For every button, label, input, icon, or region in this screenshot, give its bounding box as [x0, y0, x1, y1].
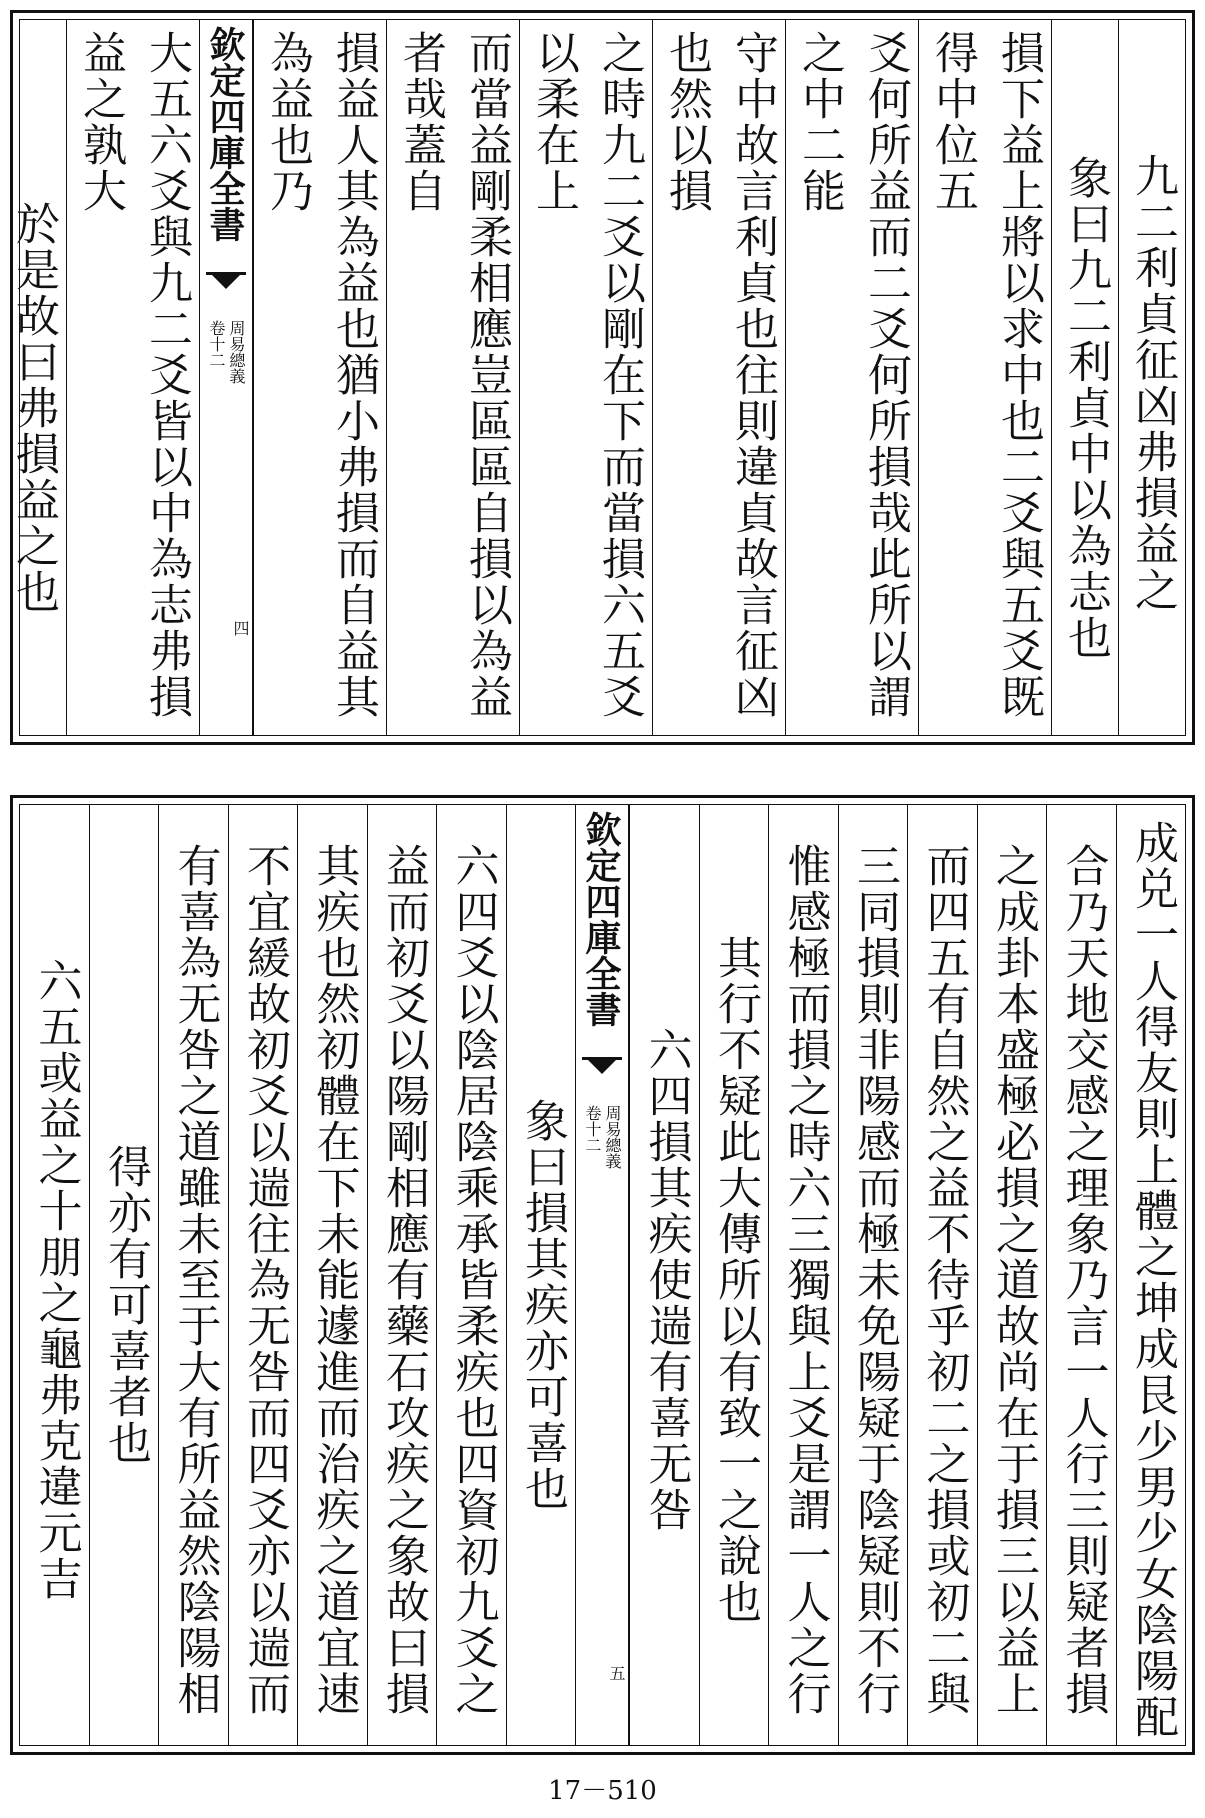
center-fold: [199, 20, 253, 735]
page-top: [10, 10, 1195, 745]
text-column: 爻何所益而二爻何所損哉此所以謂之中二能: [785, 20, 918, 735]
volume-number: 卷十二: [207, 320, 226, 368]
text-column: 合乃天地交感之理象乃言一人行三則疑者損: [1046, 805, 1116, 1745]
text-column: 成兑一人得友則上體之坤成艮少男少女陰陽配: [1116, 805, 1186, 1745]
folio-number: 四: [231, 620, 250, 636]
page-frame: [8, 19, 1186, 736]
fishtail-mark: [582, 1057, 622, 1072]
page-bottom: [10, 795, 1195, 1755]
text-column: 大五六爻與九二爻皆以中為志弗損益之孰大: [66, 20, 199, 735]
collection-title: 欽定四庫全書: [204, 26, 246, 242]
text-column: 不宜緩故初爻以遄往為无咎而四爻亦以遄而: [228, 805, 298, 1745]
text-column: 象曰九二利貞中以為志也: [1051, 20, 1118, 735]
text-column: 得亦有可喜者也: [89, 805, 159, 1745]
text-column: 三同損則非陽感而極未免陽疑于陰疑則不行: [838, 805, 908, 1745]
text-column: 於是故曰弗損益之也: [0, 20, 66, 735]
folio-number: 五: [607, 1665, 626, 1681]
text-column: 之時九二爻以剛在下而當損六五爻以柔在上: [519, 20, 652, 735]
text-column: 而當益剛柔相應豈區區自損以為益者哉蓋自: [386, 20, 519, 735]
text-column: 六四損其疾使遄有喜无咎: [629, 805, 699, 1745]
text-column: 守中故言利貞也往則違貞故言征凶也然以損: [652, 20, 785, 735]
text-column: 六五或益之十朋之龜弗克違元吉: [30, 958, 82, 1602]
book-meta: [200, 320, 252, 384]
text-column: 六四爻以陰居陰乘承皆柔疾也四資初九爻之: [436, 805, 506, 1745]
text-column: 象曰損其疾亦可喜也: [506, 805, 576, 1745]
text-column: 其疾也然初體在下未能遽進而治疾之道宜速: [297, 805, 367, 1745]
text-column: 益而初爻以陽剛相應有藥石攻疾之象故曰損: [367, 805, 437, 1745]
text-column: 惟感極而損之時六三獨與上爻是謂一人之行: [768, 805, 838, 1745]
text-column: 損益人其為益也猶小弗損而自益其為益也乃: [253, 20, 386, 735]
text-column: 九二利貞征凶弗損益之: [1118, 20, 1185, 735]
book-title: 周易總義: [603, 1105, 622, 1169]
volume-number: 卷十二: [583, 1105, 602, 1153]
text-column: 其行不疑此大傳所以有致一之說也: [699, 805, 769, 1745]
text-column: 之成卦本盛極必損之道故尚在于損三以益上: [977, 805, 1047, 1745]
book-title: 周易總義: [227, 320, 246, 384]
fishtail-mark: [206, 272, 246, 287]
text-column: 而四五有自然之益不待乎初二之損或初二與: [907, 805, 977, 1745]
text-column: 損下益上將以求中也二爻與五爻既得中位五: [918, 20, 1051, 735]
book-meta: [576, 1105, 628, 1169]
collection-title: 欽定四庫全書: [580, 811, 622, 1027]
page-reference: 17－510: [548, 1776, 657, 1806]
center-fold: [575, 805, 629, 1745]
text-column: 有喜為无咎之道雖未至于大有所益然陰陽相: [158, 805, 228, 1745]
page-frame: [19, 804, 1186, 1746]
